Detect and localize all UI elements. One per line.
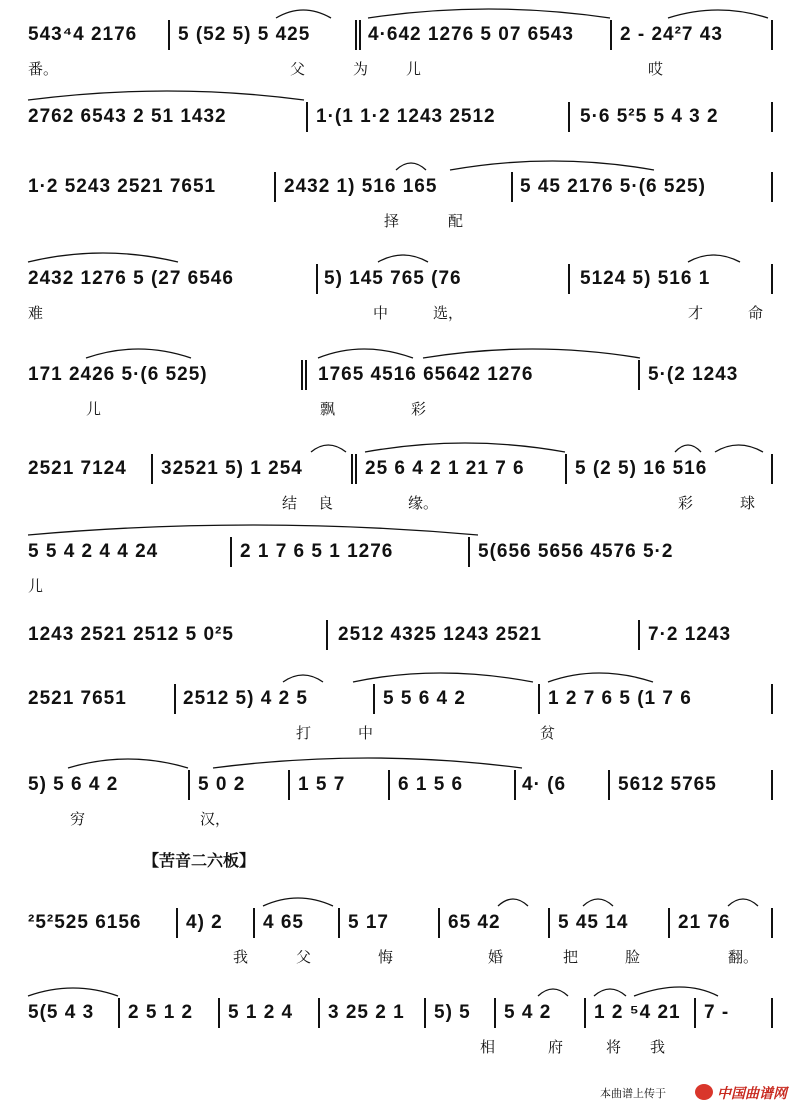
lyric-char: 配 bbox=[448, 212, 464, 230]
measure: 5) 5 6 4 2 bbox=[28, 774, 119, 795]
slur bbox=[28, 344, 773, 358]
barline bbox=[168, 20, 170, 50]
barline bbox=[771, 770, 773, 800]
barline bbox=[338, 908, 340, 938]
barline bbox=[638, 360, 640, 390]
slur bbox=[28, 438, 773, 452]
barline bbox=[351, 454, 353, 484]
barline bbox=[771, 908, 773, 938]
lyric-char: 番。 bbox=[28, 60, 59, 78]
measure: 2432 1276 5 (27 6546 bbox=[28, 268, 234, 289]
barline bbox=[568, 264, 570, 294]
barline bbox=[306, 102, 308, 132]
measure: 1·(1 1·2 1243 2512 bbox=[316, 106, 496, 127]
site-logo[interactable] bbox=[695, 1082, 795, 1102]
lyric-char: 结 bbox=[282, 494, 298, 512]
slur bbox=[28, 521, 773, 535]
measure: 1 5 7 bbox=[298, 774, 346, 795]
slur bbox=[28, 86, 773, 100]
site-name: 中国曲谱网 bbox=[717, 1086, 787, 1102]
barline bbox=[538, 684, 540, 714]
slur bbox=[28, 248, 773, 262]
barline bbox=[608, 770, 610, 800]
lyric-char: 哎 bbox=[648, 60, 664, 78]
measure: 2 - 24²7 43 bbox=[620, 24, 723, 45]
lyric-char: 彩 bbox=[678, 494, 694, 512]
lyric-char: 儿 bbox=[28, 577, 44, 595]
lyric-char: 儿 bbox=[406, 60, 422, 78]
measure: 1 2 7 6 5 (1 7 6 bbox=[548, 688, 692, 709]
barline bbox=[548, 908, 550, 938]
measure: 2521 7651 bbox=[28, 688, 127, 709]
barline bbox=[359, 20, 361, 50]
lyric-char: 儿 bbox=[86, 400, 102, 418]
measure: 5612 5765 bbox=[618, 774, 717, 795]
measure: 2432 1) 516 165 bbox=[284, 176, 438, 197]
measure: 6 1 5 6 bbox=[398, 774, 464, 795]
barline bbox=[176, 908, 178, 938]
measure: 5 1 2 4 bbox=[228, 1002, 294, 1023]
slur bbox=[28, 754, 773, 768]
barline bbox=[373, 684, 375, 714]
barline bbox=[771, 998, 773, 1028]
barline bbox=[771, 172, 773, 202]
measure: 5124 5) 516 1 bbox=[580, 268, 711, 289]
barline bbox=[188, 770, 190, 800]
lyric-char: 婚 bbox=[488, 948, 504, 966]
slur bbox=[28, 156, 773, 170]
barline bbox=[151, 454, 153, 484]
slur bbox=[28, 668, 773, 682]
lyric-char: 贫 bbox=[540, 724, 556, 742]
lyric-char: 父 bbox=[296, 948, 312, 966]
barline bbox=[288, 770, 290, 800]
measure: 5 45 2176 5·(6 525) bbox=[520, 176, 706, 197]
barline bbox=[355, 454, 357, 484]
measure: 4·642 1276 5 07 6543 bbox=[368, 24, 574, 45]
lyric-char: 汉， bbox=[200, 810, 231, 828]
lyric-char: 脸 bbox=[625, 948, 641, 966]
lyric-char: 良 bbox=[318, 494, 334, 512]
lyric-char: 父 bbox=[290, 60, 306, 78]
measure: 1765 4516 65642 1276 bbox=[318, 364, 534, 385]
measure: 2 1 7 6 5 1 1276 bbox=[240, 541, 394, 562]
measure: 5) 5 bbox=[434, 1002, 471, 1023]
measure: 5) 145 765 (76 bbox=[324, 268, 462, 289]
lyric-char: 悔 bbox=[378, 948, 394, 966]
barline bbox=[771, 454, 773, 484]
measure: 21 76 bbox=[678, 912, 731, 933]
barline bbox=[424, 998, 426, 1028]
barline bbox=[316, 264, 318, 294]
lyric-char: 我 bbox=[650, 1038, 666, 1056]
barline bbox=[514, 770, 516, 800]
lyric-char: 把 bbox=[563, 948, 579, 966]
measure: 7·2 1243 bbox=[648, 624, 732, 645]
lyric-char: 为 bbox=[353, 60, 369, 78]
lyric-char: 飘 bbox=[320, 400, 336, 418]
lyric-char: 难 bbox=[28, 304, 44, 322]
measure: 2521 7124 bbox=[28, 458, 127, 479]
measure: 4) 2 bbox=[186, 912, 223, 933]
measure: 4· (6 bbox=[522, 774, 567, 795]
barline bbox=[771, 264, 773, 294]
measure: 65 42 bbox=[448, 912, 501, 933]
measure: 171 2426 5·(6 525) bbox=[28, 364, 208, 385]
measure: 5 (52 5) 5 425 bbox=[178, 24, 311, 45]
measure: 1243 2521 2512 5 0²5 bbox=[28, 624, 234, 645]
barline bbox=[694, 998, 696, 1028]
barline bbox=[438, 908, 440, 938]
barline bbox=[274, 172, 276, 202]
lyric-char: 将 bbox=[606, 1038, 622, 1056]
logo-icon bbox=[695, 1084, 713, 1100]
barline bbox=[388, 770, 390, 800]
measure: 7 - bbox=[704, 1002, 730, 1023]
measure: 2512 4325 1243 2521 bbox=[338, 624, 542, 645]
barline bbox=[305, 360, 307, 390]
measure: ²5²525 6156 bbox=[28, 912, 142, 933]
slur bbox=[28, 892, 773, 906]
measure: 5·6 5²5 5 4 3 2 bbox=[580, 106, 719, 127]
measure: 25 6 4 2 1 21 7 6 bbox=[365, 458, 525, 479]
footer bbox=[600, 1082, 795, 1102]
measure: 5 0 2 bbox=[198, 774, 246, 795]
lyric-char: 翻。 bbox=[728, 948, 759, 966]
measure: 3 25 2 1 bbox=[328, 1002, 405, 1023]
measure: 5(656 5656 4576 5·2 bbox=[478, 541, 674, 562]
slur bbox=[28, 982, 773, 996]
measure: 5 (2 5) 16 516 bbox=[575, 458, 708, 479]
barline bbox=[218, 998, 220, 1028]
lyric-char: 命 bbox=[748, 304, 764, 322]
barline bbox=[668, 908, 670, 938]
measure: 5 17 bbox=[348, 912, 389, 933]
barline bbox=[638, 620, 640, 650]
lyric-char: 府 bbox=[548, 1038, 564, 1056]
lyric-char: 才 bbox=[688, 304, 704, 322]
lyric-char: 穷 bbox=[70, 810, 86, 828]
measure: 2 5 1 2 bbox=[128, 1002, 194, 1023]
barline bbox=[771, 684, 773, 714]
barline bbox=[355, 20, 357, 50]
barline bbox=[174, 684, 176, 714]
barline bbox=[610, 20, 612, 50]
measure: 5 5 6 4 2 bbox=[383, 688, 466, 709]
measure: 5 5 4 2 4 4 24 bbox=[28, 541, 159, 562]
barline bbox=[230, 537, 232, 567]
barline bbox=[771, 102, 773, 132]
measure: 5 4 2 bbox=[504, 1002, 552, 1023]
lyric-char: 中 bbox=[358, 724, 374, 742]
measure: 5(5 4 3 bbox=[28, 1002, 95, 1023]
lyric-char: 选， bbox=[433, 304, 464, 322]
lyric-char: 相 bbox=[480, 1038, 496, 1056]
measure: 1 2 ⁵4 21 bbox=[594, 1002, 681, 1023]
lyric-char: 中 bbox=[373, 304, 389, 322]
barline bbox=[565, 454, 567, 484]
barline bbox=[511, 172, 513, 202]
lyric-char: 我 bbox=[233, 948, 249, 966]
lyric-char: 打 bbox=[296, 724, 312, 742]
lyric-char: 彩 bbox=[411, 400, 427, 418]
measure: 4 65 bbox=[263, 912, 304, 933]
measure: 5 45 14 bbox=[558, 912, 629, 933]
lyric-char: 球 bbox=[740, 494, 756, 512]
barline bbox=[326, 620, 328, 650]
barline bbox=[771, 20, 773, 50]
measure: 32521 5) 1 254 bbox=[161, 458, 303, 479]
barline bbox=[568, 102, 570, 132]
barline bbox=[494, 998, 496, 1028]
barline bbox=[253, 908, 255, 938]
measure: 1·2 5243 2521 7651 bbox=[28, 176, 217, 197]
measure: 5·(2 1243 bbox=[648, 364, 739, 385]
barline bbox=[301, 360, 303, 390]
barline bbox=[468, 537, 470, 567]
section-label: 【苦音二六板】 bbox=[143, 851, 256, 870]
barline bbox=[584, 998, 586, 1028]
slur bbox=[28, 4, 773, 18]
lyric-char: 择 bbox=[384, 212, 400, 230]
measure: 543⁴4 2176 bbox=[28, 24, 138, 45]
barline bbox=[318, 998, 320, 1028]
measure: 2762 6543 2 51 1432 bbox=[28, 106, 227, 127]
measure: 2512 5) 4 2 5 bbox=[183, 688, 308, 709]
lyric-char: 缘。 bbox=[408, 494, 439, 512]
barline bbox=[118, 998, 120, 1028]
footer-upload-text: 本曲谱上传于 bbox=[600, 1087, 666, 1100]
